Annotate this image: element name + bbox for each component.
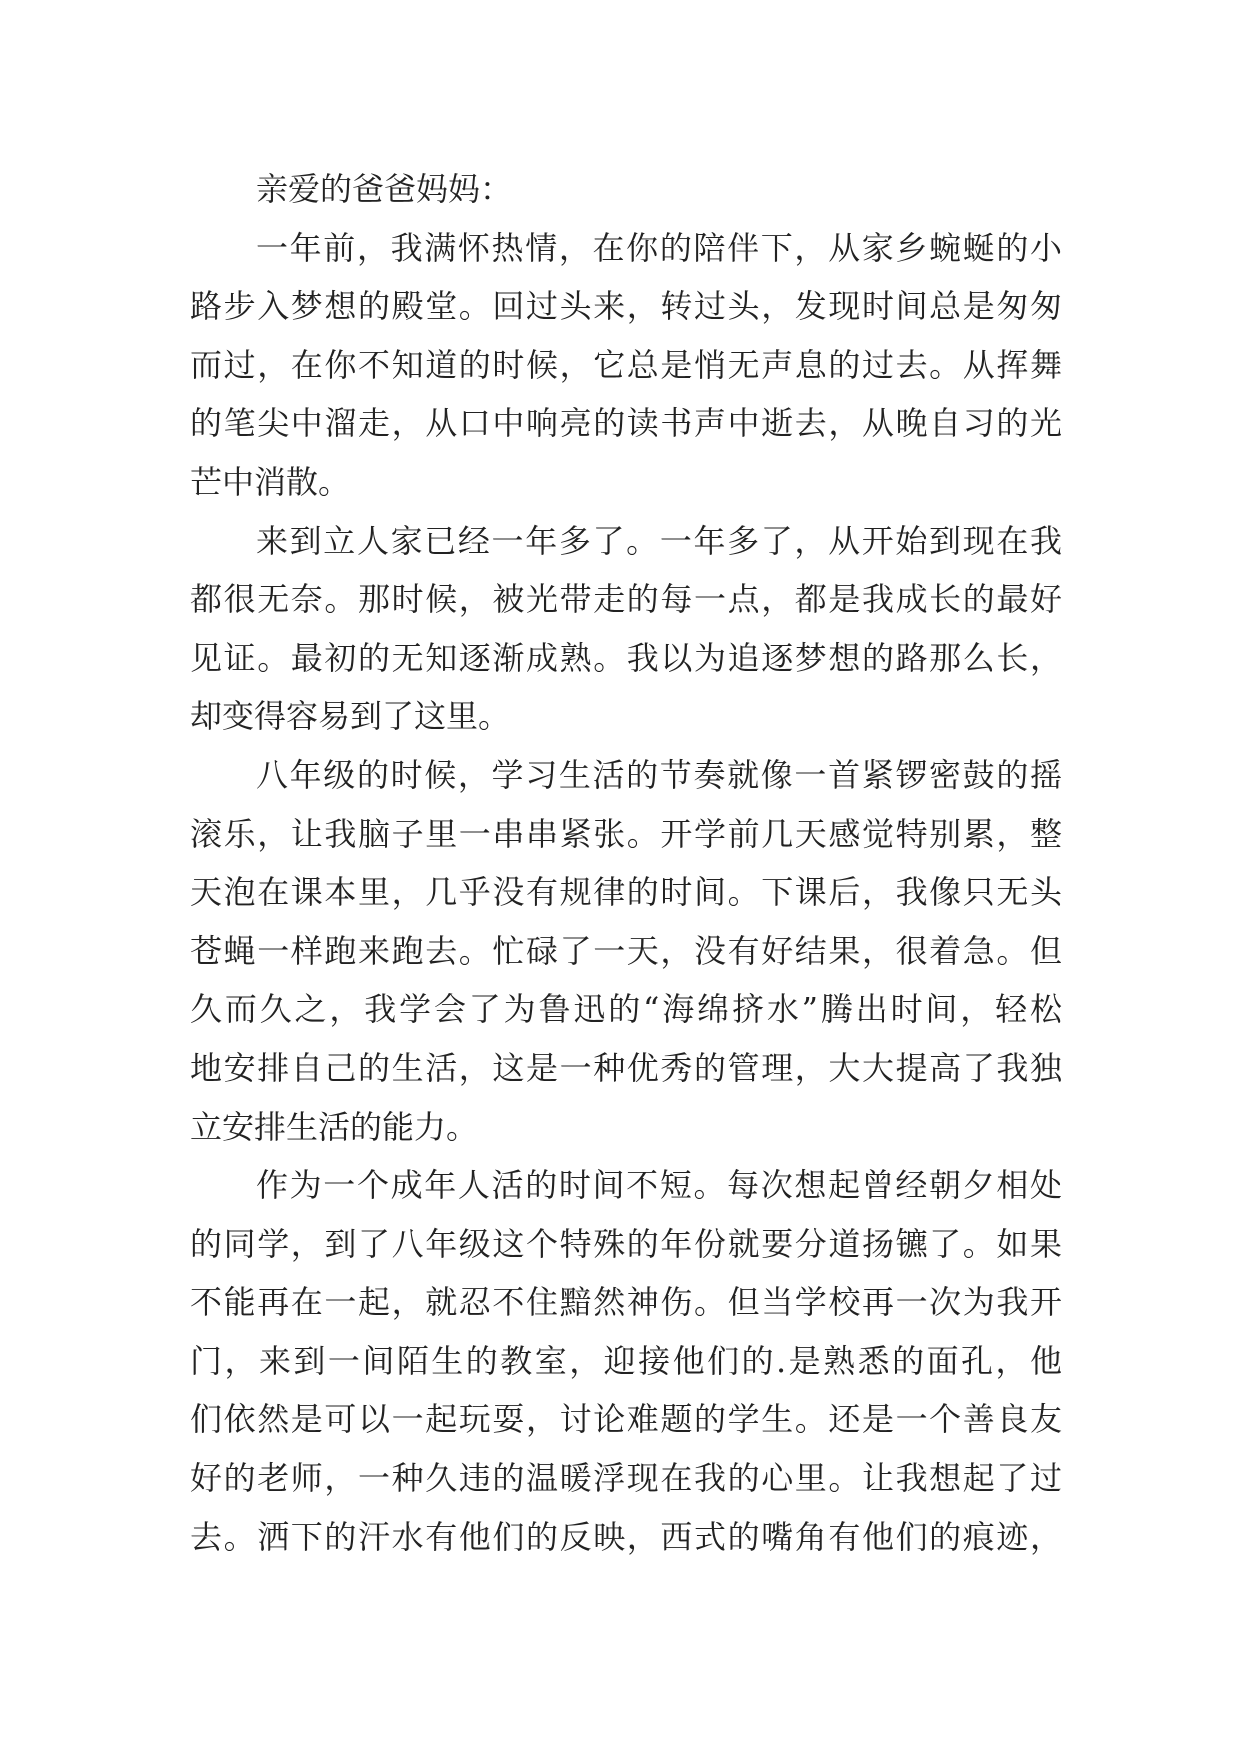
text-line: 门，来到一间陌生的教室，迎接他们的.是熟悉的面孔，他 [190, 1341, 1062, 1380]
text-line: 八年级的时候，学习生活的节奏就像一首紧锣密鼓的摇 [256, 755, 1062, 794]
text-line: 来到立人家已经一年多了。一年多了，从开始到现在我 [256, 521, 1062, 560]
text-line: 见证。最初的无知逐渐成熟。我以为追逐梦想的路那么长， [190, 638, 1062, 677]
text-line: 不能再在一起，就忍不住黯然神伤。但当学校再一次为我开 [190, 1283, 1062, 1322]
text-line: 苍蝇一样跑来跑去。忙碌了一天，没有好结果，很着急。但 [190, 931, 1062, 970]
text-line: 立安排生活的能力。 [190, 1107, 479, 1146]
text-line: 的同学，到了八年级这个特殊的年份就要分道扬镳了。如果 [190, 1224, 1062, 1263]
text-line: 天泡在课本里，几乎没有规律的时间。下课后，我像只无头 [190, 873, 1062, 912]
text-line: 都很无奈。那时候，被光带走的每一点，都是我成长的最好 [190, 580, 1062, 619]
text-line: 们依然是可以一起玩耍，讨论难题的学生。还是一个善良友 [190, 1400, 1062, 1439]
letter-body [190, 160, 1062, 1566]
text-line: 去。洒下的汗水有他们的反映，西式的嘴角有他们的痕迹， [190, 1517, 1062, 1556]
text-line: 却变得容易到了这里。 [190, 697, 511, 736]
text-line: 地安排自己的生活，这是一种优秀的管理，大大提高了我独 [190, 1048, 1062, 1087]
text-line: 好的老师，一种久违的温暖浮现在我的心里。让我想起了过 [190, 1459, 1062, 1498]
text-line: 的笔尖中溜走，从口中响亮的读书声中逝去，从晚自习的光 [190, 404, 1062, 443]
text-line: 芒中消散。 [190, 462, 351, 501]
salutation: 亲爱的爸爸妈妈： [256, 170, 513, 208]
text-line: 滚乐，让我脑子里一串串紧张。开学前几天感觉特别累，整 [190, 814, 1062, 853]
text-line: 而过，在你不知道的时候，它总是悄无声息的过去。从挥舞 [190, 345, 1062, 384]
text-line: 作为一个成年人活的时间不短。每次想起曾经朝夕相处 [256, 1166, 1062, 1205]
text-line: 路步入梦想的殿堂。回过头来，转过头，发现时间总是匆匆 [190, 287, 1062, 326]
text-line: 一年前，我满怀热情，在你的陪伴下，从家乡蜿蜒的小 [256, 228, 1062, 267]
text-line: 久而久之，我学会了为鲁迅的“海绵挤水”腾出时间，轻松 [190, 990, 1062, 1029]
